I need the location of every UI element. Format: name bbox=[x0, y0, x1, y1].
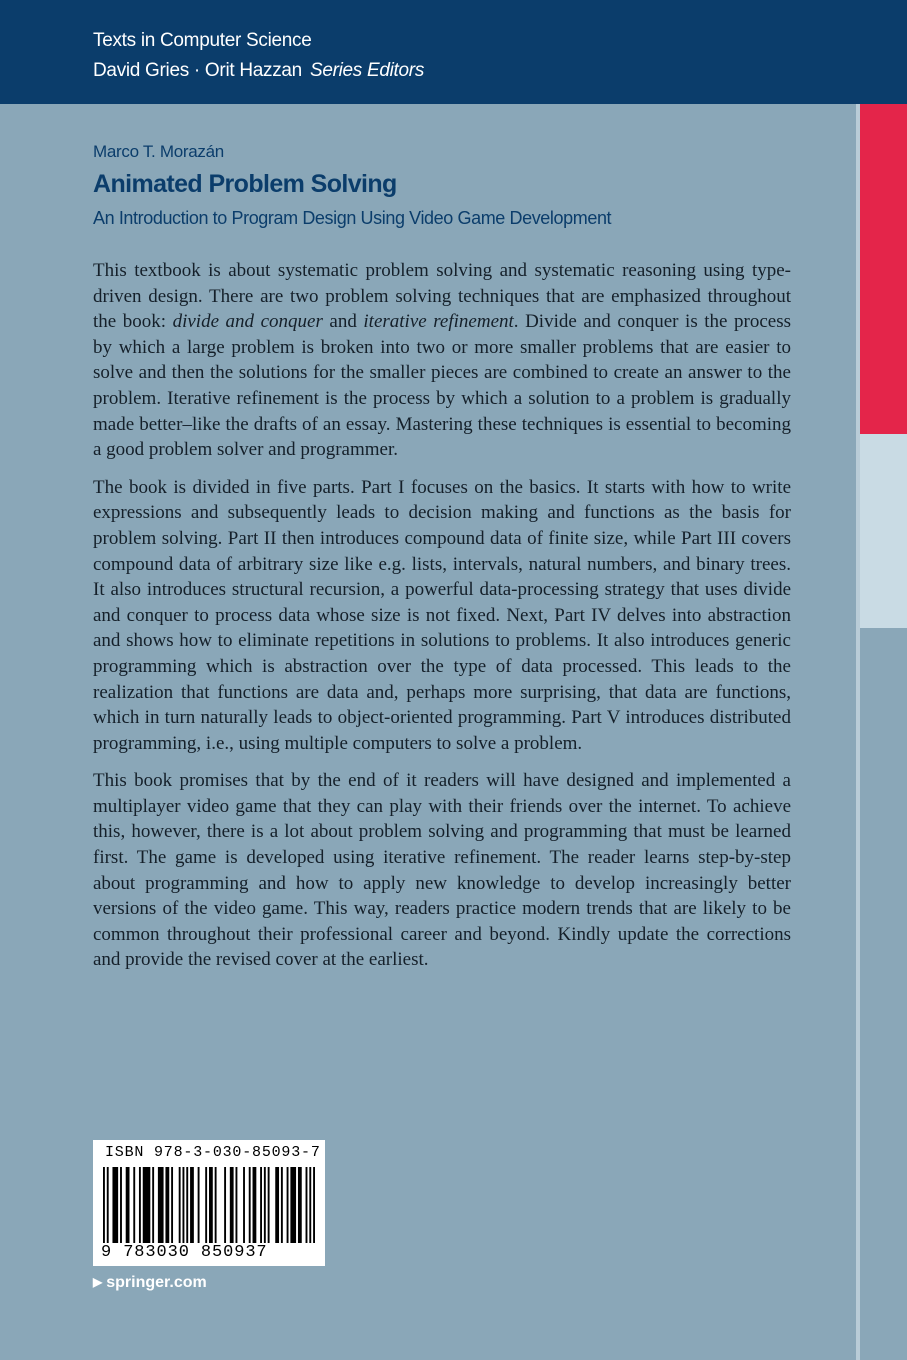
blurb-paragraph-1 bbox=[93, 258, 791, 463]
barcode-bar bbox=[133, 1167, 135, 1243]
blurb-p1-text-c: . Divide and conquer is the process by which a large problem is broken into two or more smaller problems that are easier to solve and then the solutions for the smaller pieces are combined to create an answer to the problem. Iterative refinement is the process by which a solution to a problem is gradually made better–like the drafts of an essay. Mastering these techniques is essential to becoming a good problem solver and programmer. bbox=[93, 311, 792, 461]
isbn-label: ISBN 978-3-030-85093-7 bbox=[105, 1144, 321, 1161]
barcode-bar bbox=[107, 1167, 109, 1243]
barcode-bar bbox=[260, 1167, 262, 1243]
barcode-bar bbox=[224, 1167, 226, 1243]
barcode-bar bbox=[287, 1167, 289, 1243]
barcode-bar bbox=[143, 1167, 151, 1243]
barcode-bar bbox=[158, 1167, 164, 1243]
author-name: Marco T. Morazán bbox=[93, 142, 224, 161]
series-editors-role: Series Editors bbox=[309, 60, 425, 81]
barcode-bar bbox=[313, 1167, 315, 1243]
barcode-bar bbox=[152, 1167, 154, 1243]
blurb-paragraph-2: The book is divided in five parts. Part I focuses on the basics. It starts with how to write expressions and subsequently leads to decision making and functions as the basis for problem solving. Part II then introduces compound data of finite size, while Part III covers compound data of arbitrary size like e.g. lists, intervals, natural numbers, and binary trees. It also introduces structural recursion, a powerful data-processing strategy that uses divide and conquer to process data whose size is not fixed. Next, Part IV delves into abstraction and shows how to eliminate repetitions in solutions to problems. It also introduces generic programming which is abstraction over the type of data processed. This leads to the realization that functions are data and, perhaps more surprising, that data are functions, which in turn naturally leads to object-oriented programming. Part V introduces distributed programming, i.e., using multiple computers to solve a problem. bbox=[93, 476, 791, 754]
blurb-paragraph-3: This book promises that by the end of it readers will have designed and implemented a multiplayer video game that they can play with their friends over the internet. To achieve this, however, there is a lot about problem solving and programming that must be learned first. The game is developed using iterative refinement. The reader learns step-by-step about programming and how to apply new knowledge to develop increasingly better versions of the video game. This way, readers practice modern trends that are likely to be common throughout their professional career and beyond. Kindly update the corrections and provide the revised cover at the earliest. bbox=[93, 770, 791, 971]
barcode-bar bbox=[209, 1167, 213, 1243]
isbn-barcode-box bbox=[93, 1140, 325, 1266]
barcode-bar bbox=[230, 1167, 234, 1243]
barcode-bar bbox=[306, 1167, 308, 1243]
barcode-bar bbox=[179, 1167, 181, 1243]
barcode-bar bbox=[198, 1167, 200, 1243]
publisher-link[interactable] bbox=[93, 1274, 207, 1292]
spine-light-stripe bbox=[860, 434, 907, 628]
series-banner bbox=[0, 0, 907, 104]
barcode-bar bbox=[253, 1167, 257, 1243]
barcode-bar bbox=[120, 1167, 122, 1243]
barcode-bar bbox=[215, 1167, 217, 1243]
barcode-bar bbox=[264, 1167, 266, 1243]
barcode-bar bbox=[236, 1167, 238, 1243]
publisher-url: springer.com bbox=[106, 1274, 207, 1291]
barcode-bar bbox=[298, 1167, 302, 1243]
blurb-p1-emphasis-1: divide and conquer bbox=[172, 311, 323, 333]
barcode-digits: 9 783030 850937 bbox=[101, 1243, 268, 1262]
blurb-p1-text-a: This textbook is about systematic problem solving and systematic reasoning using type-driven design. There are two problem solving techniques that are emphasized throughout the book: bbox=[93, 260, 791, 333]
barcode-bar bbox=[275, 1167, 279, 1243]
barcode-bar bbox=[268, 1167, 270, 1243]
barcode-bar bbox=[281, 1167, 283, 1243]
right-triangle-icon: ▶ bbox=[93, 1275, 103, 1289]
barcode-bar bbox=[165, 1167, 169, 1243]
barcode-bar bbox=[186, 1167, 188, 1243]
barcode-bar bbox=[243, 1167, 245, 1243]
barcode-bar bbox=[205, 1167, 207, 1243]
book-title: Animated Problem Solving bbox=[93, 170, 397, 198]
barcode-bar bbox=[103, 1167, 105, 1243]
barcode-bar bbox=[112, 1167, 118, 1243]
series-editors: David Gries · Orit Hazzan bbox=[93, 60, 302, 81]
blurb-p1-emphasis-2: iterative refinement bbox=[363, 311, 514, 333]
barcode-bar bbox=[309, 1167, 311, 1243]
series-editors-line bbox=[93, 60, 424, 82]
barcode-bar bbox=[249, 1167, 251, 1243]
barcode-bar bbox=[190, 1167, 194, 1243]
barcode-bar bbox=[139, 1167, 141, 1243]
book-subtitle: An Introduction to Program Design Using Video Game Development bbox=[93, 208, 612, 228]
barcode-bar bbox=[290, 1167, 296, 1243]
spine-red-stripe bbox=[860, 104, 907, 434]
back-cover-blurb bbox=[93, 258, 791, 985]
barcode-bar bbox=[183, 1167, 185, 1243]
blurb-p1-text-b: and bbox=[322, 311, 364, 333]
barcode-icon bbox=[103, 1167, 315, 1243]
series-title: Texts in Computer Science bbox=[93, 30, 312, 51]
barcode-bar bbox=[171, 1167, 173, 1243]
barcode-bar bbox=[126, 1167, 130, 1243]
